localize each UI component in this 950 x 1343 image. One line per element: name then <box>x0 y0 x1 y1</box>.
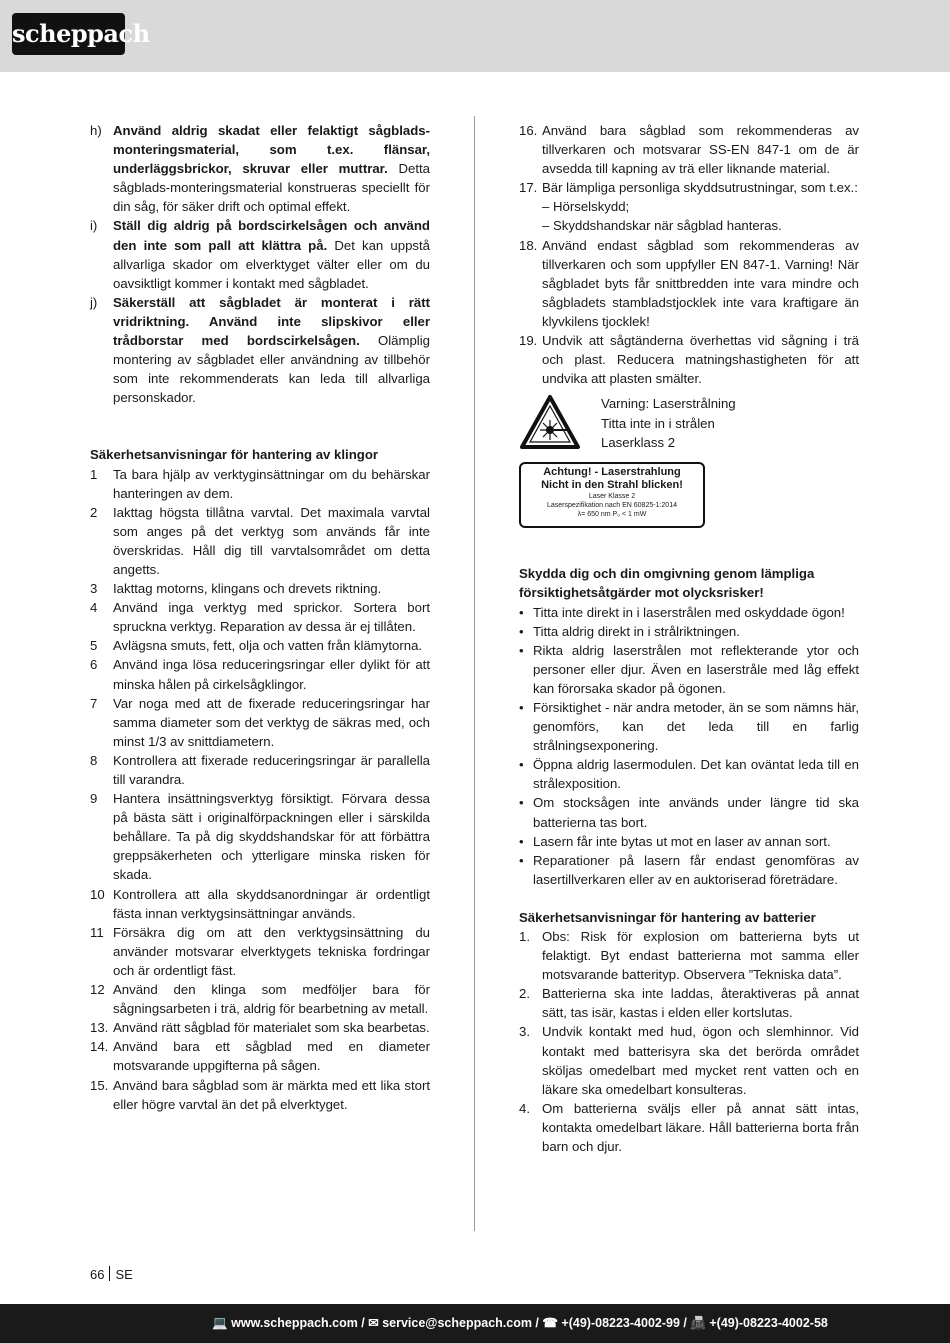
list-item <box>90 885 430 923</box>
list-item <box>519 984 859 1022</box>
list-item-bold: Ställ dig aldrig på bordscirkelsågen och använd den inte som pall att klättra på. <box>113 218 430 253</box>
bullet-text: Reparationer på lasern får endast genomföras av lasertillverkaren eller av en auktoriserad företrädare. <box>533 852 859 887</box>
bullet-dot: • <box>519 604 524 620</box>
list-item-text: Kontrollera att fixerade reduceringsringar är parallella till varandra. <box>113 752 430 787</box>
bullet-text: Titta inte direkt in i laserstrålen med oskyddade ögon! <box>533 604 845 620</box>
list-item <box>90 694 430 751</box>
list-item-text: Kontrollera att alla skyddsanordningar är ordentligt fästa innan verktygsinsättningar används. <box>113 886 430 921</box>
list-item-label: 1 <box>90 466 98 482</box>
dash-item: – Hörselskydd; <box>542 199 630 215</box>
list-item <box>519 121 859 178</box>
bullet-item <box>519 793 859 831</box>
list-item <box>519 1099 859 1156</box>
right-column <box>519 121 859 1156</box>
list-item-text: Hantera insättningsverktyg försiktigt. Förvara dessa på bästa sätt i originalförpackningen eller i särskilda behållare. Ta på dig skyddshandskar för att förbättra greppsäkerheten och ytterligare minska risken för skada. <box>113 791 430 883</box>
list-item-label: 1. <box>519 929 530 944</box>
list-item-label: 9 <box>90 791 98 807</box>
left-column <box>90 121 430 1114</box>
list-item-text: Om batterierna sväljs eller på annat sätt intas, kontakta omedelbart läkare. Håll batterierna borta från barn och djur. <box>542 1100 859 1155</box>
laser-label: Achtung! - Laserstrahlung Nicht in den Strahl blicken! Laser Klasse 2 Laserspezifikation nach EN 60825-1:2014 λ= 650 nm P₀ < 1 mW <box>519 462 705 528</box>
list-item <box>90 598 430 636</box>
list-item-bold: Säkerställ att sågbladet är monterat i rätt vridriktning. Använd inte slipskivor eller trådborstar med bordscirkelsågen. <box>113 294 430 349</box>
list-item <box>90 789 430 884</box>
bullet-text: Lasern får inte bytas ut mot en laser av annan sort. <box>533 833 831 849</box>
bullet-dot: • <box>519 833 524 849</box>
list-item-text: Använd endast sågblad som rekommenderas av tillverkaren och som uppfyller EN 847-1. Varning! När sågbladet byts får snittbredden inte vara mindre och sågbladets stambladstjocklek inte vara kraftigare än klyvkilens tjocklek! <box>542 237 859 329</box>
list-item-text: Iakttag högsta tillåtna varvtal. Det maximala varvtal som anges på det verktyg som används får inte överskridas. Håll dig till varvtalsområdet om detta angetts. <box>113 504 430 577</box>
list-item-text <box>113 216 430 292</box>
laser-warning-icon <box>519 394 581 450</box>
list-item-label: 10 <box>90 886 105 902</box>
list-item <box>90 636 430 655</box>
list-item-label: 2. <box>519 986 530 1002</box>
list-item-bold: Använd aldrig skadat eller felaktigt sågblads-monteringsmaterial, som t.ex. flänsar, underläggsbrickor, skruvar eller muttrar. <box>113 123 430 177</box>
list-item-label: 11 <box>90 924 104 940</box>
list-item-label: 7 <box>90 695 98 711</box>
list-item-label: 4. <box>519 1100 530 1116</box>
list-item-text: Använd bara ett sågblad med en diameter motsvarande uppgifterna på sågen. <box>113 1039 430 1074</box>
bullet-item <box>519 755 859 793</box>
list-item <box>90 465 430 503</box>
list-item-label: 18. <box>519 237 538 253</box>
list-item-label: i) <box>90 218 98 234</box>
list-item-label: 8 <box>90 752 98 768</box>
page-header <box>0 0 950 72</box>
list-item-text: Använd inga verktyg med sprickor. Sortera bort spruckna verktyg. Reparation av dessa är ej tillåten. <box>113 600 430 635</box>
list-item-label: 4 <box>90 600 98 616</box>
bullet-item <box>519 851 859 889</box>
scheppach-logo: scheppach <box>12 13 125 55</box>
list-item <box>90 1037 430 1075</box>
bullet-item <box>519 698 859 755</box>
bullet-item <box>519 832 859 851</box>
list-item-body: Olämplig montering av sågbladet eller användning av tillbehör som inte rekommenderats kan leda till allvarliga personskador. <box>113 333 430 406</box>
laser-warning-block <box>519 394 859 564</box>
list-item-text: Undvik kontakt med hud, ögon och slemhinnor. Vid kontakt med batterisyra ska det berörda området sköljas omedelbart med mycket rent vatten och en läkare ska omedelbart konsulteras. <box>542 1024 859 1097</box>
list-item-text: Bär lämpliga personliga skyddsutrustningar, som t.ex.: <box>542 180 858 196</box>
list-item-text: Avlägsna smuts, fett, olja och vatten från klämytorna. <box>113 638 423 654</box>
list-item-label: h) <box>90 123 102 138</box>
bullet-text: Försiktighet - när andra metoder, än se som nämns här, genomförs, kan det leda till en farlig strålningsexponering. <box>533 699 859 754</box>
list-item-body: Det kan uppstå allvarliga skador om elverktyget välter eller om du oavsiktligt kommer i kontakt med sågbladet. <box>113 237 430 291</box>
protect-heading: Skydda dig och din omgivning genom lämpliga försiktighetsåtgärder mot olycksrisker! <box>519 566 815 601</box>
list-item-text: Använd rätt sågblad för materialet som ska bearbetas. <box>113 1020 430 1036</box>
list-item <box>90 1018 430 1037</box>
list-item <box>519 236 859 331</box>
bullet-dot: • <box>519 852 524 868</box>
list-item-text: Var noga med att de fixerade reduceringsringar har samma diameter som det verktyg de säkras med, och minst 1/3 av snittdiametern. <box>113 695 430 749</box>
bullet-text: Titta aldrig direkt in i strålriktningen. <box>533 623 740 639</box>
bullet-dot: • <box>519 757 524 773</box>
column-divider <box>474 116 475 1231</box>
list-item-body: Detta sågblads-monteringsmaterial konstrueras speciellt för din såg, för säker drift och optimal effekt. <box>113 161 430 215</box>
list-item-text: Använd bara sågblad som rekommenderas av tillverkaren och motsvarar SS-EN 847-1 om de är avsedda till kapning av trä eller liknande material. <box>542 123 859 177</box>
bullet-dot: • <box>519 795 524 811</box>
bullet-text: Öppna aldrig lasermodulen. Det kan oväntat leda till en strålexposition. <box>533 757 859 792</box>
list-item <box>90 655 430 693</box>
list-item <box>519 178 859 197</box>
list-item-text: Försäkra dig om att den verktygsinsättning du använder motsvarar elverktygets tekniska fordringar och är ordentligt fäst. <box>113 924 430 978</box>
list-item-label: 19. <box>519 333 538 349</box>
list-item-text: Använd den klinga som medföljer bara för sågningsarbeten i trä, aldrig för bearbetning av metall. <box>113 982 430 1017</box>
dash-item: – Skyddshandskar när sågblad hanteras. <box>542 218 782 234</box>
footer-contact: 💻 www.scheppach.com / ✉ service@scheppach.com / ☎ +(49)-08223-4002-99 / 📠 +(49)-08223-4002-58 <box>212 1316 828 1330</box>
list-item-label: 13. <box>90 1020 109 1036</box>
list-item-text: Undvik att sågtänderna överhettas vid sågning i trä och plast. Reducera matningshastigheten för att undvika att plasten smälter. <box>542 333 859 387</box>
list-item-label: 12 <box>90 982 105 998</box>
list-item <box>90 579 430 598</box>
list-item <box>90 980 430 1018</box>
page-number: 66 SE <box>90 1267 133 1282</box>
list-item-label: 5 <box>90 638 98 654</box>
list-item <box>90 293 430 408</box>
list-item-text: Iakttag motorns, klingans och drevets riktning. <box>113 581 382 597</box>
list-item-text: Ta bara hjälp av verktyginsättningar om du behärskar hanteringen av dem. <box>113 466 430 501</box>
list-item <box>90 121 430 216</box>
list-item-label: 15. <box>90 1077 109 1093</box>
bullet-dot: • <box>519 623 524 639</box>
laser-warning-text: Varning: Laserstrålning Titta inte in i strålen Laserklass 2 <box>601 396 736 451</box>
list-item <box>519 927 859 984</box>
list-item <box>519 331 859 388</box>
list-item <box>90 1076 430 1114</box>
blade-safety-heading: Säkerhetsanvisningar för hantering av klingor <box>90 447 379 463</box>
list-item-text: Använd bara sågblad som är märkta med ett lika stort eller högre varvtal än det på elverktyget. <box>113 1077 430 1112</box>
bullet-dot: • <box>519 699 524 715</box>
list-item <box>90 751 430 789</box>
list-item-label: 2 <box>90 504 98 520</box>
battery-heading: Säkerhetsanvisningar för hantering av batterier <box>519 909 816 925</box>
list-item-label: 14. <box>90 1039 109 1055</box>
list-item <box>519 1022 859 1098</box>
list-item <box>90 923 430 980</box>
bullet-item <box>519 641 859 698</box>
list-item-text: Obs: Risk för explosion om batterierna byts ut felaktigt. Byt endast batterierna mot samma eller motsvarande batterityp. Observera ”Tekniska data”. <box>542 929 859 983</box>
list-item-text <box>113 121 430 216</box>
list-item-label: 3 <box>90 581 98 597</box>
bullet-item <box>519 603 859 622</box>
bullet-dot: • <box>519 642 524 658</box>
list-item-label: 3. <box>519 1024 530 1040</box>
bullet-text: Om stocksågen inte används under längre tid ska batterierna tas bort. <box>533 795 859 830</box>
list-item-label: 16. <box>519 123 538 138</box>
list-item-label: 17. <box>519 180 538 196</box>
page-footer <box>0 1304 950 1343</box>
list-item-text <box>113 293 430 408</box>
list-item <box>90 503 430 579</box>
list-item-label: 6 <box>90 657 98 673</box>
list-item-text: Använd inga lösa reduceringsringar eller dylikt för att minska hålen på cirkelsågklingor. <box>113 657 430 692</box>
bullet-item <box>519 622 859 641</box>
list-item-text: Batterierna ska inte laddas, återaktiveras på annat sätt, tas isär, kastas i elden eller kortslutas. <box>542 986 859 1021</box>
list-item-label: j) <box>90 294 98 310</box>
list-item <box>90 216 430 292</box>
bullet-text: Rikta aldrig laserstrålen mot reflekterande ytor och personer eller djur. Även en laserstråle med låg effekt kan förorsaka skador på ögonen. <box>533 642 859 696</box>
